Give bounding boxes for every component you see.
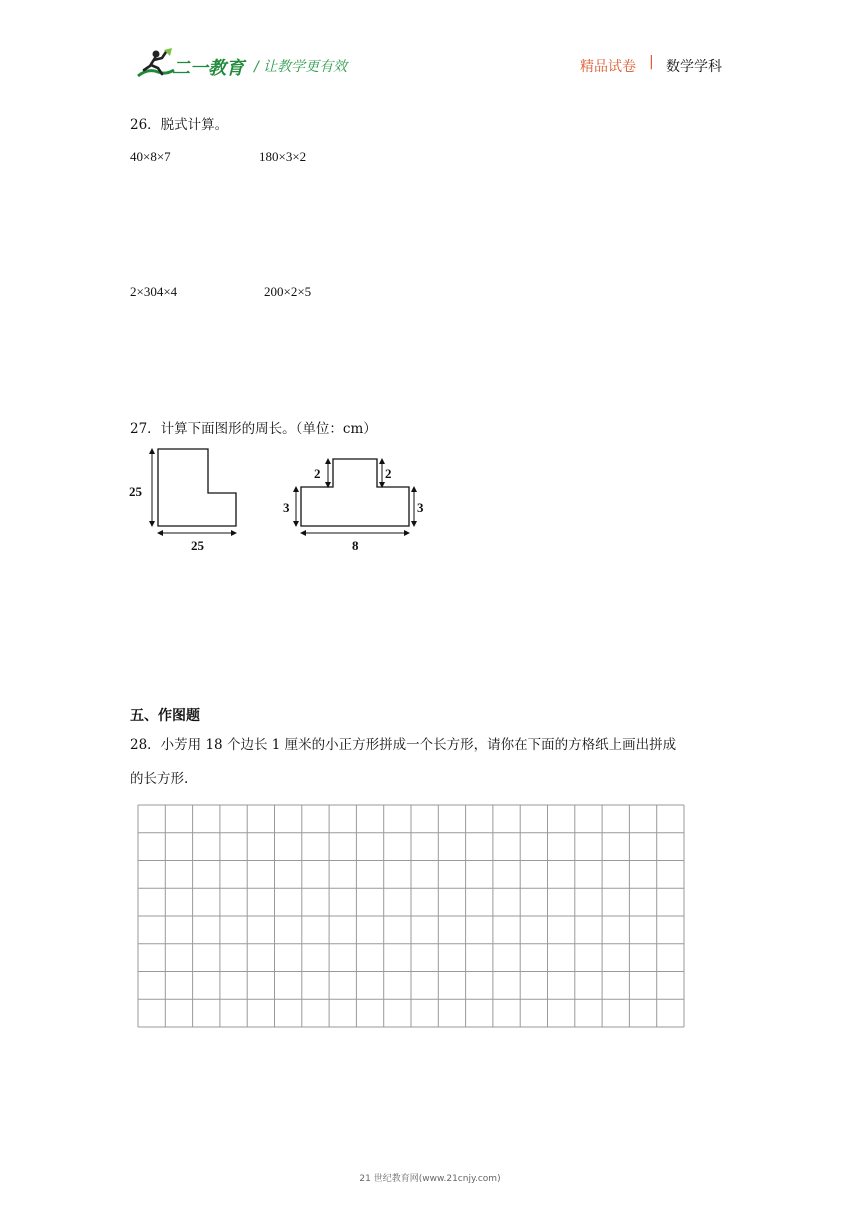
expression: 180×3×2 [259, 149, 307, 164]
expression: 2×304×4 [130, 284, 178, 299]
section-title: 五、作图题 [130, 708, 200, 724]
grid-paper[interactable] [137, 804, 685, 1028]
fig2-left-top-label: 2 [314, 466, 321, 481]
header-subject: 数学学科 [666, 59, 722, 75]
fig2-left-label: 3 [283, 500, 290, 515]
header-label: 精品试卷 [580, 59, 636, 75]
fig1-bottom-label: 25 [191, 538, 204, 553]
logo-text: 二一教育 [172, 58, 244, 79]
fig1-side-label: 25 [129, 484, 142, 499]
footer-source: 21 世纪教育网(www.21cnjy.com) [359, 1174, 501, 1184]
question-28-line1: 28．小芳用 18 个边长 1 厘米的小正方形拼成一个长方形，请你在下面的方格纸上画出拼成 [130, 737, 677, 753]
figure-l-shape [125, 440, 445, 558]
question-28-line2: 的长方形. [130, 771, 189, 787]
fig2-right-top-label: 2 [385, 466, 392, 481]
expression: 200×2×5 [264, 284, 312, 299]
expression: 40×8×7 [130, 149, 171, 164]
header-separator: | [649, 54, 654, 70]
slogan: / 让教学更有效 [254, 59, 348, 75]
l-shape-outline [158, 449, 236, 526]
question-27-title: 27．计算下面图形的周长。（单位：cm） [130, 421, 377, 437]
header [0, 40, 860, 90]
runner-logo-icon [134, 48, 176, 80]
fig2-bottom-label: 8 [352, 538, 359, 553]
question-26-title: 26．脱式计算。 [130, 117, 229, 133]
fig2-right-label: 3 [417, 500, 424, 515]
